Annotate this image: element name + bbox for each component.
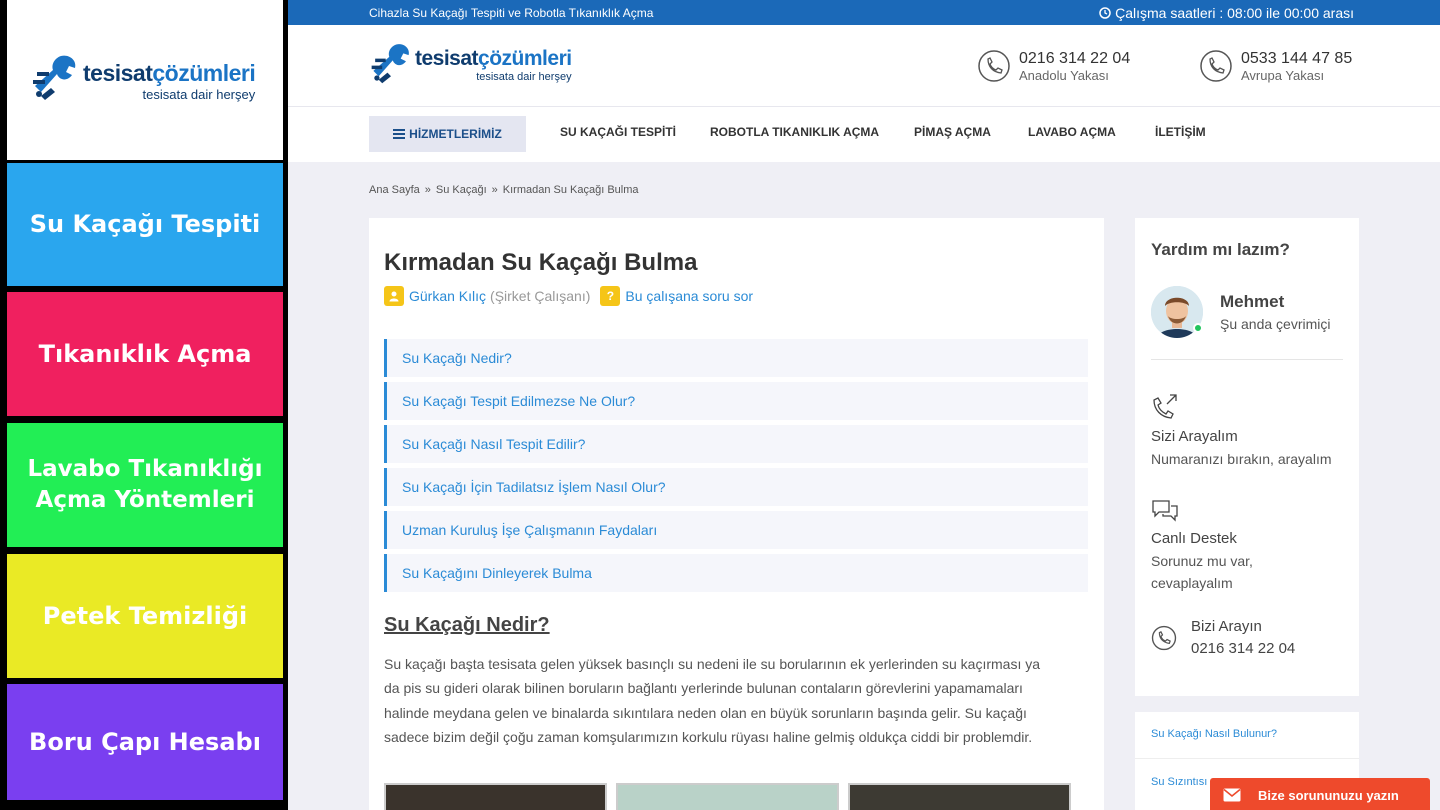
- header-brand-name: tesisatçözümleri: [415, 47, 572, 70]
- call-title: Bizi Arayın: [1191, 618, 1262, 635]
- phone-anadolu[interactable]: [977, 49, 1130, 83]
- left-logo-box[interactable]: [7, 0, 283, 160]
- phone-avrupa[interactable]: [1199, 49, 1352, 83]
- online-status-dot: [1193, 323, 1203, 333]
- phone-icon: [1199, 49, 1233, 83]
- ask-question-link[interactable]: Bu çalışana soru sor: [625, 288, 754, 304]
- toc-item[interactable]: Uzman Kuruluş İşe Çalışmanın Faydaları: [384, 511, 1088, 549]
- help-heading: Yardım mı lazım?: [1151, 240, 1290, 259]
- chat-bubbles-icon: [1151, 498, 1179, 522]
- services-menu-button[interactable]: [369, 116, 526, 152]
- phone-region: Avrupa Yakası: [1241, 67, 1325, 83]
- phone-number: 0216 314 22 04: [1019, 49, 1131, 67]
- website-viewport: [288, 0, 1440, 810]
- tile-lavabo-tikanikligi[interactable]: Lavabo Tıkanıklığı Açma Yöntemleri: [7, 423, 283, 547]
- phone-number: 0533 144 47 85: [1241, 49, 1353, 67]
- breadcrumb-separator: »: [424, 184, 431, 196]
- gallery-image[interactable]: [384, 783, 607, 810]
- table-of-contents: [384, 339, 1088, 597]
- help-sidebar: [1135, 218, 1359, 696]
- callback-block[interactable]: [1151, 394, 1351, 470]
- top-bar: [288, 0, 1440, 25]
- live-chat-block[interactable]: [1151, 498, 1351, 594]
- phone-icon: [1151, 625, 1177, 651]
- tile-tikaniklik-acma[interactable]: Tıkanıklık Açma: [7, 292, 283, 416]
- header-brand-tagline: tesisata dair herşey: [476, 71, 572, 83]
- article-author: [384, 286, 753, 306]
- toc-item[interactable]: Su Kaçağı Tespit Edilmezse Ne Olur?: [384, 382, 1088, 420]
- call-number: 0216 314 22 04: [1191, 640, 1296, 657]
- header-brand-logo[interactable]: [369, 41, 572, 85]
- call-us-block[interactable]: [1151, 616, 1351, 660]
- wrench-logo-icon: [31, 52, 79, 102]
- callback-title: Sizi Arayalım: [1151, 428, 1238, 445]
- phone-icon: [977, 49, 1011, 83]
- left-brand-tagline: tesisata dair herşey: [142, 87, 256, 102]
- image-gallery: [384, 783, 1071, 810]
- chat-title: Canlı Destek: [1151, 530, 1237, 547]
- author-role: (Şirket Çalışanı): [490, 288, 591, 304]
- envelope-icon: [1220, 783, 1244, 807]
- site-header: [288, 25, 1440, 107]
- breadcrumb-separator: »: [491, 184, 498, 196]
- main-nav: [288, 107, 1440, 162]
- nav-robotla-tikaniklik-acma[interactable]: ROBOTLA TIKANIKLIK AÇMA: [710, 125, 880, 139]
- breadcrumb-current: Kırmadan Su Kaçağı Bulma: [502, 184, 639, 196]
- agent-name: Mehmet: [1220, 292, 1285, 311]
- left-panel: [0, 0, 288, 810]
- breadcrumb: [369, 184, 639, 196]
- paragraph-line: sadece bizim değil çoğu zaman komşularımızın korkulu rüyası haline gelmiş oldukça ciddi bir problemdir.: [384, 728, 1033, 745]
- nav-pimas-acma[interactable]: PİMAŞ AÇMA: [914, 125, 991, 139]
- divider: [1151, 359, 1343, 360]
- nav-su-kacagi-tespiti[interactable]: SU KAÇAĞI TESPİTİ: [560, 125, 677, 139]
- toc-item[interactable]: Su Kaçağını Dinleyerek Bulma: [384, 554, 1088, 592]
- services-menu-label: HİZMETLERİMİZ: [409, 127, 502, 141]
- agent-status: Şu anda çevrimiçi: [1220, 316, 1331, 332]
- divider: [1135, 758, 1359, 759]
- nav-lavabo-acma[interactable]: LAVABO AÇMA: [1028, 125, 1116, 139]
- paragraph-line: halinde meydana gelen ve binalarda sıkıntılara neden olan en büyük sorunların başında gelir. Su kaçağı: [384, 704, 1027, 721]
- hamburger-icon: [393, 129, 405, 139]
- tile-petek-temizligi[interactable]: Petek Temizliği: [7, 554, 283, 678]
- contact-cta-button[interactable]: [1210, 778, 1430, 810]
- topbar-tagline: Cihazla Su Kaçağı Tespiti ve Robotla Tıkanıklık Açma: [369, 6, 654, 20]
- tile-boru-capi-hesabi[interactable]: Boru Çapı Hesabı: [7, 684, 283, 800]
- nav-iletisim[interactable]: İLETİŞİM: [1155, 125, 1206, 139]
- chat-desc: Sorunuz mu var,: [1151, 553, 1253, 569]
- phone-region: Anadolu Yakası: [1019, 67, 1109, 83]
- gallery-image[interactable]: [848, 783, 1071, 810]
- breadcrumb-category[interactable]: Su Kaçağı: [435, 184, 487, 196]
- working-hours: [1099, 5, 1354, 21]
- cta-label: Bize sorununuzu yazın: [1258, 787, 1399, 803]
- chat-desc: cevaplayalım: [1151, 575, 1233, 591]
- tile-su-kacagi-tespiti[interactable]: Su Kaçağı Tespiti: [7, 163, 283, 286]
- question-icon: ?: [600, 286, 620, 306]
- paragraph-line: da pis su gideri olarak bilinen boruların bağlantı yerlerinde bulunan contaların görevlerini yapamamaları: [384, 680, 1023, 697]
- breadcrumb-home[interactable]: Ana Sayfa: [369, 184, 420, 196]
- toc-item[interactable]: Su Kaçağı İçin Tadilatsız İşlem Nasıl Olur?: [384, 468, 1088, 506]
- paragraph-line: Su kaçağı başta tesisata gelen yüksek basınçlı su nedeni ile su borularının ek yerlerinden su kaçırması ya: [384, 656, 1041, 672]
- page-title: Kırmadan Su Kaçağı Bulma: [384, 249, 698, 276]
- author-name[interactable]: Gürkan Kılıç: [409, 288, 487, 304]
- toc-item[interactable]: Su Kaçağı Nedir?: [384, 339, 1088, 377]
- section-heading: Su Kaçağı Nedir?: [384, 614, 550, 636]
- working-hours-text: Çalışma saatleri : 08:00 ile 00:00 arası: [1115, 5, 1354, 21]
- related-link[interactable]: Su Kaçağı Nasıl Bulunur?: [1151, 728, 1277, 740]
- callback-desc: Numaranızı bırakın, arayalım: [1151, 451, 1332, 467]
- user-icon: [384, 286, 404, 306]
- toc-item[interactable]: Su Kaçağı Nasıl Tespit Edilir?: [384, 425, 1088, 463]
- clock-icon: [1099, 7, 1111, 19]
- article-paragraph: [384, 652, 1074, 749]
- left-brand-logo: [31, 52, 255, 102]
- article-card: [369, 218, 1104, 810]
- gallery-image[interactable]: [616, 783, 839, 810]
- wrench-logo-icon: [369, 41, 413, 85]
- left-brand-name: tesisatçözümleri: [83, 60, 256, 86]
- related-link[interactable]: Su Sızıntısı: [1151, 776, 1208, 788]
- phone-callback-icon: [1151, 394, 1179, 420]
